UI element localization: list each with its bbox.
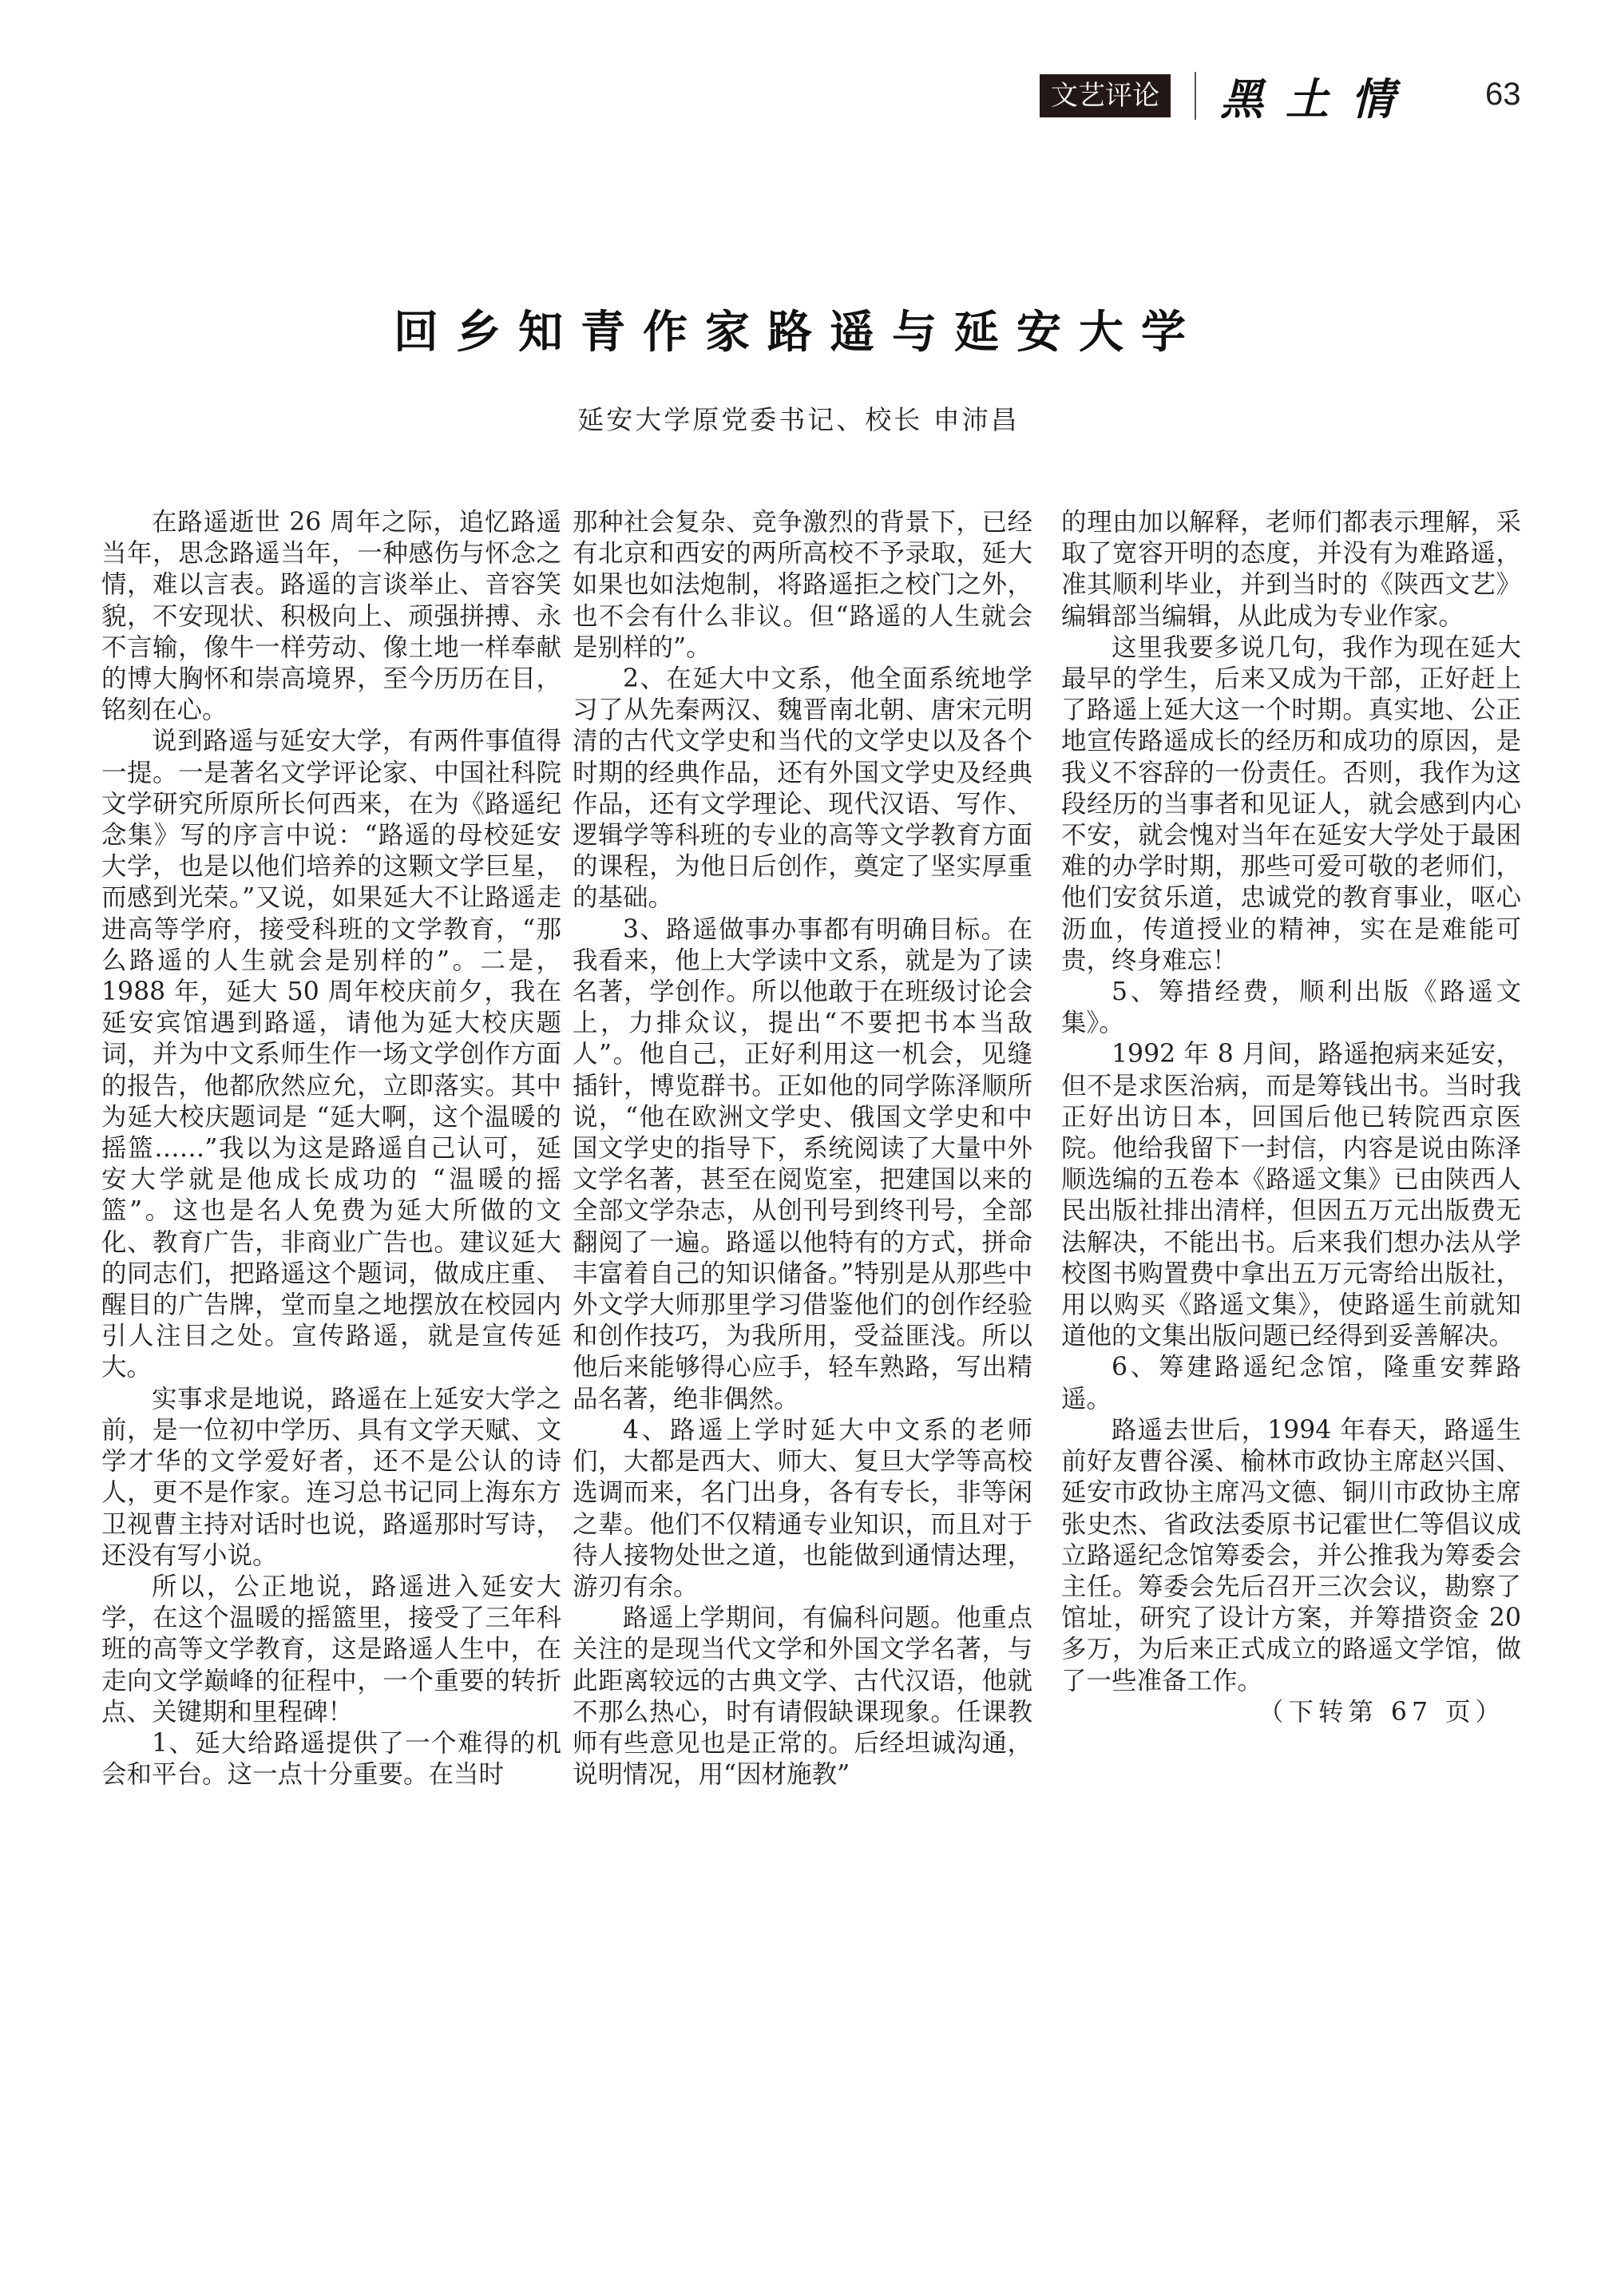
paragraph: 路遥上学期间，有偏科问题。他重点关注的是现当代文学和外国文学名著，与此距离较远的古典文学、古代汉语，他就不那么热心，时有请假缺课现象。任课教师有些意见也是正常的。后经坦诚沟通，说明情况，用“因材施教” xyxy=(573,1604,1032,1790)
paragraph: 实事求是地说，路遥在上延安大学之前，是一位初中学历、具有文学天赋、文学才华的文学爱好者，还不是公认的诗人，更不是作家。连习总书记同上海东方卫视曹主持对话时也说，路遥那时写诗，还没有写小说。 xyxy=(101,1384,561,1570)
paragraph: 在路遥逝世 26 周年之际，追忆路遥当年，思念路遥当年，一种感伤与怀念之情，难以言表。路遥的言谈举止、音容笑貌，不安现状、积极向上、顽强拼搏、永不言输，像牛一样劳动、像土地一样奉献的博大胸怀和崇高境界，至今历历在目，铭刻在心。 xyxy=(101,508,561,725)
paragraph: 5、筹措经费，顺利出版《路遥文集》。 xyxy=(1061,977,1521,1038)
paragraph: 说到路遥与延安大学，有两件事值得一提。一是著名文学评论家、中国社科院文学研究所原所长何西来，在为《路遥纪念集》写的序言中说：“路遥的母校延安大学，也是以他们培养的这颗文学巨星，而感到光荣。”又说，如果延大不让路遥走进高等学府，接受科班的文学教育，“那么路遥的人生就会是别样的”。二是，1988 年，延大 50 周年校庆前夕，我在延安宾馆遇到路遥，请他为延大校庆题词，并为中文系师生作一场文学创作方面的报告，他都欣然应允，立即落实。其中为延大校庆题词是 “延大啊，这个温暖的摇篮……”我以为这是路遥自己认可，延安大学就是他成长成功的 “温暖的摇篮”。这也是名人免费为延大所做的文化、教育广告，非商业广告也。建议延大的同志们，把路遥这个题词，做成庄重、醒目的广告牌，堂而皇之地摆放在校园内引人注目之处。宣传路遥，就是宣传延大。 xyxy=(101,727,561,1382)
article-author: 延安大学原党委书记、校长 申沛昌 xyxy=(577,404,1020,435)
section-tag: 文艺评论 xyxy=(1040,74,1171,117)
paragraph: 所以，公正地说，路遥进入延安大学，在这个温暖的摇篮里，接受了三年科班的高等文学教育，这是路遥人生中，在走向文学巅峰的征程中，一个重要的转折点、关键期和里程碑！ xyxy=(101,1572,561,1727)
paragraph: 2、在延大中文系，他全面系统地学习了从先秦两汉、魏晋南北朝、唐宋元明清的古代文学史和当代的文学史以及各个时期的经典作品，还有外国文学史及经典作品，还有文学理论、现代汉语、写作、逻辑学等科班的专业的高等文学教育方面的课程，为他日后创作，奠定了坚实厚重的基础。 xyxy=(573,664,1032,913)
paragraph: 3、路遥做事办事都有明确目标。在我看来，他上大学读中文系，就是为了读名著，学创作。所以他敢于在班级讨论会上，力排众议，提出“不要把书本当敌人”。他自己，正好利用这一机会，见缝插针，博览群书。正如他的同学陈泽顺所说，“他在欧洲文学史、俄国文学史和中国文学史的指导下，系统阅读了大量中外文学名著，甚至在阅览室，把建国以来的全部文学杂志，从创刊号到终刊号，全部翻阅了一遍。路遥以他特有的方式，拼命丰富着自己的知识储备。”特别是从那些中外文学大师那里学习借鉴他们的创作经验和创作技巧，为我所用，受益匪浅。所以他后来能够得心应手，轻车熟路，写出精品名著，绝非偶然。 xyxy=(573,914,1032,1414)
header-divider xyxy=(1195,72,1196,120)
paragraph: 路遥去世后，1994 年春天，路遥生前好友曹谷溪、榆林市政协主席赵兴国、延安市政协主席冯文德、铜川市政协主席张史杰、省政法委原书记霍世仁等倡议成立路遥纪念馆筹委会，并公推我为筹委会主任。筹委会先后召开三次会议，勘察了馆址，研究了设计方案，并筹措资金 20 多万，为后来正式成立的路遥文学馆，做了一些准备工作。 xyxy=(1061,1415,1521,1695)
page-number: 63 xyxy=(1485,77,1521,112)
column-2 xyxy=(573,507,1032,1790)
paragraph: 的理由加以解释，老师们都表示理解，采取了宽容开明的态度，并没有为难路遥，准其顺利毕业，并到当时的《陕西文艺》编辑部当编辑，从此成为专业作家。 xyxy=(1061,508,1521,631)
paragraph: 这里我要多说几句，我作为现在延大最早的学生，后来又成为干部，正好赶上了路遥上延大这一个时期。真实地、公正地宣传路遥成长的经历和成功的原因，是我义不容辞的一份责任。否则，我作为这段经历的当事者和见证人，就会感到内心不安，就会愧对当年在延安大学处于最困难的办学时期，那些可爱可敬的老师们，他们安贫乐道，忠诚党的教育事业，呕心沥血，传道授业的精神，实在是难能可贵，终身难忘！ xyxy=(1061,632,1521,975)
article-title: 回乡知青作家路遥与延安大学 xyxy=(394,307,1203,359)
paragraph: 6、筹建路遥纪念馆，隆重安葬路遥。 xyxy=(1061,1353,1521,1414)
paragraph: 1992 年 8 月间，路遥抱病来延安，但不是求医治病，而是筹钱出书。当时我正好出访日本，回国后他已转院西京医院。他给我留下一封信，内容是说由陈泽顺选编的五卷本《路遥文集》已由陕西人民出版社排出清样，但因五万元出版费无法解决，不能出书。后来我们想办法从学校图书购置费中拿出五万元寄给出版社，用以购买《路遥文集》，使路遥生前就知道他的文集出版问题已经得到妥善解决。 xyxy=(1061,1040,1521,1351)
paragraph: 那种社会复杂、竞争激烈的背景下，已经有北京和西安的两所高校不予录取，延大如果也如法炮制，将路遥拒之校门之外，也不会有什么非议。但“路遥的人生就会是别样的”。 xyxy=(573,508,1032,662)
column-3 xyxy=(1061,507,1521,1728)
magazine-logo: 黑土情 xyxy=(1220,73,1417,125)
column-1 xyxy=(101,507,561,1790)
paragraph: 1、延大给路遥提供了一个难得的机会和平台。这一点十分重要。在当时 xyxy=(101,1728,561,1790)
continued-note: （下转第 67 页） xyxy=(1258,1697,1505,1727)
running-header xyxy=(1040,73,1417,125)
paragraph: 4、路遥上学时延大中文系的老师们，大都是西大、师大、复旦大学等高校选调而来，名门出身，各有专长，非等闲之辈。他们不仅精通专业知识，而且对于待人接物处世之道，也能做到通情达理，游刃有余。 xyxy=(573,1415,1032,1601)
